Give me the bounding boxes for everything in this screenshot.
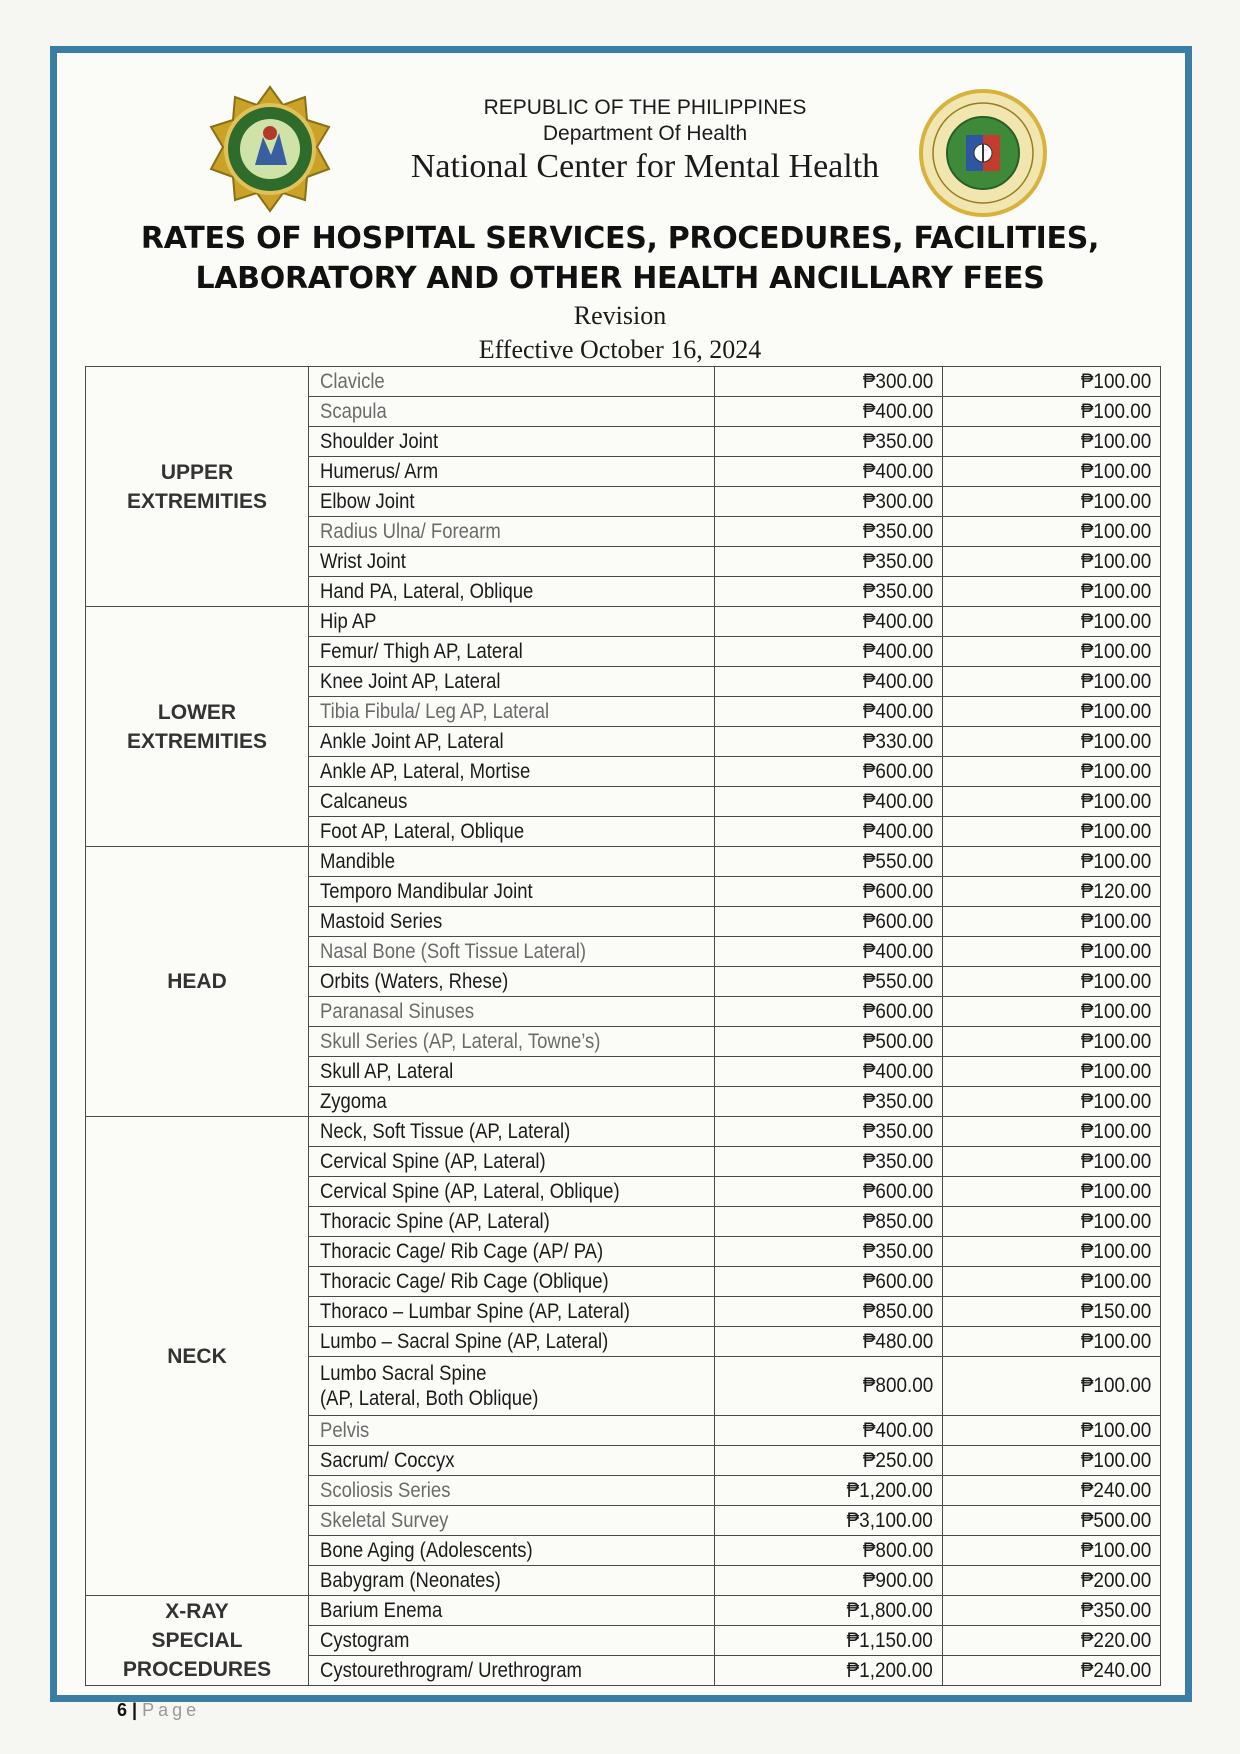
procedure-name <box>309 817 715 847</box>
rate-amount-text: ₱3,100.00 <box>846 1508 933 1532</box>
effective-date: Effective October 16, 2024 <box>478 335 762 364</box>
procedure-name-text: Ankle Joint AP, Lateral <box>320 729 504 753</box>
procedure-name <box>309 1147 715 1177</box>
fee-amount-text: ₱100.00 <box>1080 579 1151 603</box>
rate-amount <box>715 427 943 457</box>
fee-amount-text: ₱100.00 <box>1080 849 1151 873</box>
procedure-name-text: Wrist Joint <box>320 549 406 573</box>
rate-amount <box>715 937 943 967</box>
category-head <box>86 847 309 1117</box>
rate-amount-text: ₱800.00 <box>862 1374 933 1397</box>
fee-amount <box>943 637 1161 667</box>
fee-amount-text: ₱100.00 <box>1080 669 1151 693</box>
title-line-2: LABORATORY AND OTHER HEALTH ANCILLARY FEES <box>195 261 1045 296</box>
procedure-name <box>309 1416 715 1446</box>
fee-amount <box>943 457 1161 487</box>
procedure-name <box>309 457 715 487</box>
table-row <box>86 367 1161 397</box>
rate-amount-text: ₱350.00 <box>862 429 933 453</box>
fee-amount-text: ₱100.00 <box>1080 819 1151 843</box>
fee-amount <box>943 547 1161 577</box>
fee-amount-text: ₱150.00 <box>1080 1299 1151 1323</box>
procedure-name-text: Skeletal Survey <box>320 1508 449 1532</box>
procedure-name <box>309 607 715 637</box>
rate-amount <box>715 697 943 727</box>
rate-amount-text: ₱1,200.00 <box>846 1658 933 1682</box>
procedure-name-text: Cystogram <box>320 1628 410 1652</box>
rate-amount <box>715 457 943 487</box>
rate-amount-text: ₱600.00 <box>862 1269 933 1293</box>
rate-amount <box>715 1566 943 1596</box>
rate-amount <box>715 1536 943 1566</box>
fee-amount <box>943 1147 1161 1177</box>
rate-amount-text: ₱350.00 <box>862 1089 933 1113</box>
procedure-name <box>309 1207 715 1237</box>
document-title <box>0 219 1240 299</box>
procedure-name-text: Mastoid Series <box>320 909 443 933</box>
rate-amount <box>715 397 943 427</box>
rate-amount-text: ₱400.00 <box>862 1418 933 1442</box>
procedure-name-text: Bone Aging (Adolescents) <box>320 1538 533 1562</box>
rate-amount <box>715 787 943 817</box>
fee-amount-text: ₱120.00 <box>1080 879 1151 903</box>
fee-amount <box>943 517 1161 547</box>
rate-amount-text: ₱600.00 <box>862 999 933 1023</box>
fee-amount-text: ₱100.00 <box>1080 519 1151 543</box>
category-label-line: LOWER <box>157 700 237 724</box>
rate-amount <box>715 817 943 847</box>
fee-amount-text: ₱100.00 <box>1080 1119 1151 1143</box>
fee-amount-text: ₱220.00 <box>1080 1628 1151 1652</box>
rate-amount <box>715 847 943 877</box>
procedure-name <box>309 1087 715 1117</box>
procedure-name-text: Pelvis <box>320 1418 370 1442</box>
fee-amount-text: ₱350.00 <box>1080 1598 1151 1622</box>
rate-amount <box>715 1147 943 1177</box>
procedure-name <box>309 1566 715 1596</box>
procedure-name-text: Hand PA, Lateral, Oblique <box>320 579 534 603</box>
rate-amount-text: ₱400.00 <box>862 669 933 693</box>
category-label-line: PROCEDURES <box>122 1658 272 1681</box>
rate-amount-text: ₱400.00 <box>862 939 933 963</box>
category-lower <box>86 607 309 847</box>
rate-amount-text: ₱600.00 <box>862 759 933 783</box>
fee-amount <box>943 397 1161 427</box>
procedure-name-text: Humerus/ Arm <box>320 459 439 483</box>
fee-amount-text: ₱100.00 <box>1080 909 1151 933</box>
procedure-name <box>309 1177 715 1207</box>
fee-amount-text: ₱100.00 <box>1080 1329 1151 1353</box>
fee-amount-text: ₱100.00 <box>1080 999 1151 1023</box>
procedure-name <box>309 1506 715 1536</box>
rate-amount <box>715 907 943 937</box>
procedure-name <box>309 697 715 727</box>
procedure-name-text: Zygoma <box>320 1089 387 1113</box>
procedure-name-text-line2: (AP, Lateral, Both Oblique) <box>320 1387 539 1410</box>
rate-amount-text: ₱350.00 <box>862 1149 933 1173</box>
procedure-name <box>309 937 715 967</box>
fee-amount <box>943 487 1161 517</box>
procedure-name-text: Babygram (Neonates) <box>320 1568 501 1592</box>
center-name: National Center for Mental Health <box>410 148 880 185</box>
procedure-name-text: Calcaneus <box>320 789 408 813</box>
rate-amount-text: ₱400.00 <box>862 459 933 483</box>
procedure-name <box>309 367 715 397</box>
rate-amount-text: ₱800.00 <box>862 1538 933 1562</box>
procedure-name <box>309 1027 715 1057</box>
rate-amount-text: ₱350.00 <box>862 579 933 603</box>
fee-amount <box>943 757 1161 787</box>
procedure-name <box>309 847 715 877</box>
procedure-name-text: Hip AP <box>320 609 377 633</box>
procedure-name-text: Skull Series (AP, Lateral, Towne’s) <box>320 1029 601 1053</box>
rate-amount-text: ₱600.00 <box>862 1179 933 1203</box>
rate-amount-text: ₱1,150.00 <box>846 1628 933 1652</box>
rate-amount <box>715 1297 943 1327</box>
fee-amount <box>943 817 1161 847</box>
procedure-name <box>309 1267 715 1297</box>
rate-amount <box>715 1656 943 1686</box>
procedure-name <box>309 1297 715 1327</box>
rate-amount <box>715 727 943 757</box>
rate-amount-text: ₱600.00 <box>862 879 933 903</box>
procedure-name-text: Clavicle <box>320 369 385 393</box>
fee-amount <box>943 367 1161 397</box>
fee-amount <box>943 1327 1161 1357</box>
procedure-name <box>309 427 715 457</box>
fee-amount <box>943 1506 1161 1536</box>
fee-amount <box>943 1117 1161 1147</box>
procedure-name-text: Cervical Spine (AP, Lateral) <box>320 1149 546 1173</box>
fee-amount <box>943 427 1161 457</box>
fee-amount-text: ₱100.00 <box>1080 939 1151 963</box>
fee-amount-text: ₱100.00 <box>1080 1448 1151 1472</box>
procedure-name-text: Lumbo – Sacral Spine (AP, Lateral) <box>320 1329 609 1353</box>
rate-amount <box>715 1087 943 1117</box>
rate-amount-text: ₱400.00 <box>862 789 933 813</box>
fee-amount <box>943 1626 1161 1656</box>
rate-amount <box>715 1626 943 1656</box>
procedure-name-text: Knee Joint AP, Lateral <box>320 669 501 693</box>
fee-amount <box>943 1656 1161 1686</box>
rate-amount-text: ₱300.00 <box>862 369 933 393</box>
fee-amount-text: ₱100.00 <box>1080 369 1151 393</box>
rate-amount <box>715 367 943 397</box>
fee-amount-text: ₱100.00 <box>1080 459 1151 483</box>
rate-amount-text: ₱400.00 <box>862 399 933 423</box>
category-label-line: EXTREMITIES <box>126 729 268 753</box>
rate-amount-text: ₱400.00 <box>862 609 933 633</box>
procedure-name <box>309 1656 715 1686</box>
fee-amount <box>943 1087 1161 1117</box>
procedure-name-text: Elbow Joint <box>320 489 415 513</box>
rate-amount <box>715 1506 943 1536</box>
rate-amount <box>715 1027 943 1057</box>
rate-amount-text: ₱1,800.00 <box>846 1598 933 1622</box>
rate-amount-text: ₱900.00 <box>862 1568 933 1592</box>
procedure-name <box>309 577 715 607</box>
procedure-name-text: Scapula <box>320 399 387 423</box>
procedure-name-text: Foot AP, Lateral, Oblique <box>320 819 525 843</box>
fee-amount-text: ₱100.00 <box>1080 1059 1151 1083</box>
rate-amount <box>715 1327 943 1357</box>
procedure-name <box>309 397 715 427</box>
page-label: Page <box>142 1700 201 1720</box>
procedure-name <box>309 907 715 937</box>
rate-amount <box>715 877 943 907</box>
fee-amount <box>943 1476 1161 1506</box>
procedure-name-text: Lumbo Sacral Spine <box>320 1362 487 1385</box>
rate-amount <box>715 487 943 517</box>
fee-amount-text: ₱100.00 <box>1080 1538 1151 1562</box>
rate-amount <box>715 1177 943 1207</box>
rate-amount-text: ₱1,200.00 <box>846 1478 933 1502</box>
fee-amount <box>943 1267 1161 1297</box>
fee-amount-text: ₱100.00 <box>1080 1179 1151 1203</box>
procedure-name <box>309 1596 715 1626</box>
procedure-name-text: Tibia Fibula/ Leg AP, Lateral <box>320 699 550 723</box>
procedure-name-text: Temporo Mandibular Joint <box>320 879 533 903</box>
fee-amount <box>943 607 1161 637</box>
fee-amount <box>943 877 1161 907</box>
fee-amount <box>943 1297 1161 1327</box>
fee-amount-text: ₱100.00 <box>1080 1209 1151 1233</box>
fee-amount-text: ₱100.00 <box>1080 789 1151 813</box>
rates-table <box>85 366 1161 1686</box>
fee-amount-text: ₱100.00 <box>1080 759 1151 783</box>
rate-amount-text: ₱550.00 <box>862 969 933 993</box>
fee-amount <box>943 1566 1161 1596</box>
fee-amount <box>943 937 1161 967</box>
procedure-name-text: Thoraco – Lumbar Spine (AP, Lateral) <box>320 1299 630 1323</box>
fee-amount-text: ₱100.00 <box>1080 1149 1151 1173</box>
procedure-name-text: Femur/ Thigh AP, Lateral <box>320 639 523 663</box>
rate-amount <box>715 1416 943 1446</box>
procedure-name-text: Cervical Spine (AP, Lateral, Oblique) <box>320 1179 620 1203</box>
fee-amount <box>943 667 1161 697</box>
rate-amount-text: ₱400.00 <box>862 1059 933 1083</box>
table-row <box>86 1117 1161 1147</box>
rate-amount <box>715 1596 943 1626</box>
procedure-name-text: Shoulder Joint <box>320 429 439 453</box>
rate-amount-text: ₱400.00 <box>862 819 933 843</box>
procedure-name <box>309 1237 715 1267</box>
procedure-name-text: Cystourethrogram/ Urethrogram <box>320 1658 582 1682</box>
procedure-name <box>309 1057 715 1087</box>
rate-amount-text: ₱550.00 <box>862 849 933 873</box>
procedure-name-text: Ankle AP, Lateral, Mortise <box>320 759 531 783</box>
rate-amount <box>715 1446 943 1476</box>
fee-amount <box>943 1446 1161 1476</box>
procedure-name <box>309 757 715 787</box>
table-row <box>86 607 1161 637</box>
fee-amount <box>943 727 1161 757</box>
rate-amount <box>715 1117 943 1147</box>
procedure-name-text: Mandible <box>320 849 396 873</box>
fee-amount <box>943 907 1161 937</box>
table-row <box>86 847 1161 877</box>
rate-amount <box>715 667 943 697</box>
rate-amount-text: ₱330.00 <box>862 729 933 753</box>
procedure-name <box>309 667 715 697</box>
category-label-line: SPECIAL <box>151 1629 243 1652</box>
rate-amount <box>715 1057 943 1087</box>
procedure-name <box>309 1327 715 1357</box>
fee-amount-text: ₱100.00 <box>1080 399 1151 423</box>
rate-amount-text: ₱600.00 <box>862 909 933 933</box>
fee-amount-text: ₱100.00 <box>1080 489 1151 513</box>
procedure-name <box>309 1476 715 1506</box>
fee-amount <box>943 1177 1161 1207</box>
category-label-line: NECK <box>167 1344 227 1368</box>
rate-amount-text: ₱400.00 <box>862 639 933 663</box>
rate-amount-text: ₱350.00 <box>862 519 933 543</box>
rate-amount <box>715 607 943 637</box>
fee-amount-text: ₱100.00 <box>1080 1374 1151 1397</box>
procedure-name <box>309 1626 715 1656</box>
rate-amount <box>715 757 943 787</box>
rate-amount-text: ₱350.00 <box>862 1119 933 1143</box>
fee-amount <box>943 1237 1161 1267</box>
category-upper <box>86 367 309 607</box>
category-neck <box>86 1117 309 1596</box>
rate-amount <box>715 637 943 667</box>
rate-amount <box>715 1476 943 1506</box>
fee-amount-text: ₱100.00 <box>1080 699 1151 723</box>
fee-amount-text: ₱100.00 <box>1080 729 1151 753</box>
rate-amount <box>715 547 943 577</box>
page-footer <box>117 1700 200 1721</box>
procedure-name <box>309 517 715 547</box>
fee-amount <box>943 1027 1161 1057</box>
rate-amount-text: ₱500.00 <box>862 1029 933 1053</box>
fee-amount-text: ₱100.00 <box>1080 639 1151 663</box>
procedure-name-text: Thoracic Cage/ Rib Cage (AP/ PA) <box>320 1239 604 1263</box>
rate-amount <box>715 517 943 547</box>
procedure-name-text: Sacrum/ Coccyx <box>320 1448 455 1472</box>
revision-label: Revision <box>573 301 667 330</box>
fee-amount <box>943 997 1161 1027</box>
rate-amount-text: ₱850.00 <box>862 1299 933 1323</box>
fee-amount <box>943 1207 1161 1237</box>
procedure-name-text: Nasal Bone (Soft Tissue Lateral) <box>320 939 587 963</box>
rate-amount <box>715 1207 943 1237</box>
procedure-name <box>309 997 715 1027</box>
rate-amount <box>715 997 943 1027</box>
fee-amount-text: ₱100.00 <box>1080 609 1151 633</box>
procedure-name <box>309 487 715 517</box>
fee-amount <box>943 967 1161 997</box>
fee-amount-text: ₱100.00 <box>1080 549 1151 573</box>
fee-amount <box>943 1536 1161 1566</box>
procedure-name <box>309 637 715 667</box>
fee-amount-text: ₱100.00 <box>1080 1239 1151 1263</box>
rate-amount <box>715 577 943 607</box>
procedure-name-text: Scoliosis Series <box>320 1478 451 1502</box>
fee-amount-text: ₱100.00 <box>1080 1269 1151 1293</box>
category-label-line: HEAD <box>167 970 227 993</box>
fee-amount <box>943 697 1161 727</box>
rate-amount-text: ₱350.00 <box>862 1239 933 1263</box>
category-label-line: UPPER <box>160 460 234 484</box>
procedure-name-text: Barium Enema <box>320 1598 443 1622</box>
rate-amount <box>715 1267 943 1297</box>
fee-amount-text: ₱240.00 <box>1080 1478 1151 1502</box>
procedure-name-text: Thoracic Spine (AP, Lateral) <box>320 1209 550 1233</box>
procedure-name <box>309 1446 715 1476</box>
procedure-name <box>309 1536 715 1566</box>
rate-amount-text: ₱300.00 <box>862 489 933 513</box>
procedure-name-text: Radius Ulna/ Forearm <box>320 519 501 543</box>
fee-amount <box>943 1416 1161 1446</box>
department-heading: Department Of Health <box>542 122 748 145</box>
fee-amount-text: ₱100.00 <box>1080 969 1151 993</box>
rate-amount <box>715 1357 943 1416</box>
title-line-1: RATES OF HOSPITAL SERVICES, PROCEDURES, FACILITIES, <box>140 221 1100 256</box>
rate-amount-text: ₱250.00 <box>862 1448 933 1472</box>
procedure-name <box>309 547 715 577</box>
rate-amount <box>715 1237 943 1267</box>
procedure-name <box>309 877 715 907</box>
procedure-name <box>309 1357 715 1416</box>
rate-amount <box>715 967 943 997</box>
fee-amount <box>943 577 1161 607</box>
fee-amount-text: ₱100.00 <box>1080 429 1151 453</box>
republic-heading: REPUBLIC OF THE PHILIPPINES <box>483 96 807 119</box>
fee-amount-text: ₱200.00 <box>1080 1568 1151 1592</box>
fee-amount-text: ₱100.00 <box>1080 1029 1151 1053</box>
procedure-name-text: Skull AP, Lateral <box>320 1059 454 1083</box>
procedure-name-text: Paranasal Sinuses <box>320 999 475 1023</box>
fee-amount <box>943 1057 1161 1087</box>
fee-amount <box>943 1357 1161 1416</box>
table-row <box>86 1596 1161 1626</box>
rate-amount-text: ₱350.00 <box>862 549 933 573</box>
procedure-name <box>309 727 715 757</box>
page-number: 6 <box>117 1700 128 1720</box>
procedure-name <box>309 967 715 997</box>
fee-amount <box>943 787 1161 817</box>
fee-amount <box>943 847 1161 877</box>
fee-amount-text: ₱100.00 <box>1080 1418 1151 1442</box>
category-xray <box>86 1596 309 1686</box>
procedure-name-text: Orbits (Waters, Rhese) <box>320 969 509 993</box>
category-label-line: EXTREMITIES <box>126 489 268 513</box>
fee-amount <box>943 1596 1161 1626</box>
rate-amount-text: ₱480.00 <box>862 1329 933 1353</box>
procedure-name <box>309 1117 715 1147</box>
procedure-name-text: Thoracic Cage/ Rib Cage (Oblique) <box>320 1269 609 1293</box>
fee-amount-text: ₱100.00 <box>1080 1089 1151 1113</box>
procedure-name <box>309 787 715 817</box>
page-separator: | <box>132 1700 138 1720</box>
fee-amount-text: ₱240.00 <box>1080 1658 1151 1682</box>
rate-amount-text: ₱400.00 <box>862 699 933 723</box>
procedure-name-text: Neck, Soft Tissue (AP, Lateral) <box>320 1119 571 1143</box>
rate-amount-text: ₱850.00 <box>862 1209 933 1233</box>
category-label-line: X-RAY <box>165 1600 229 1623</box>
fee-amount-text: ₱500.00 <box>1080 1508 1151 1532</box>
